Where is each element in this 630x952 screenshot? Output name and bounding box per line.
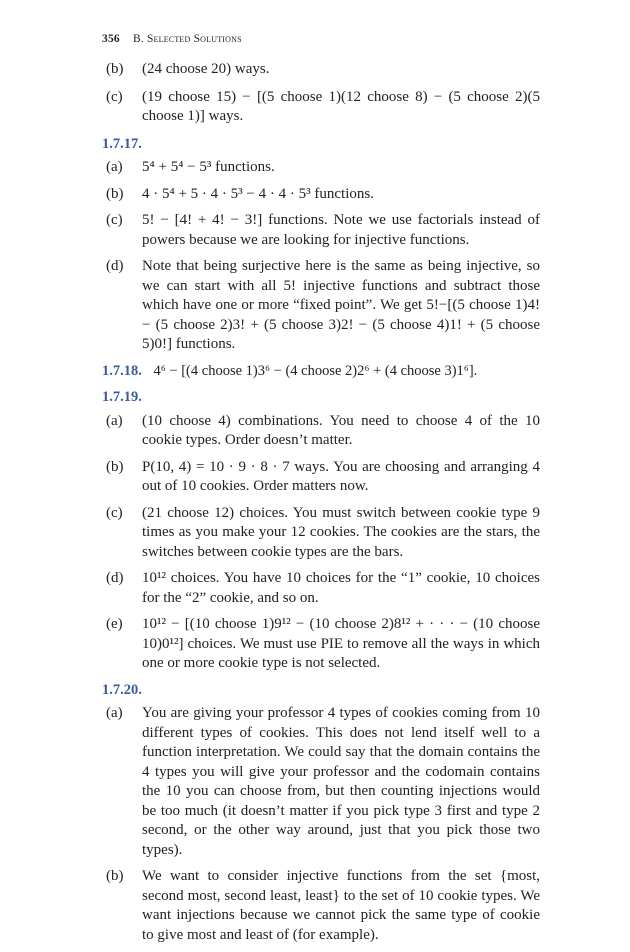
item-1720-a — [102, 704, 540, 860]
item-label: (a) — [106, 412, 123, 429]
item-label: (c) — [106, 504, 123, 521]
item-label: (c) — [106, 212, 123, 228]
item-label: (d) — [106, 258, 124, 274]
page-number: 356 — [102, 33, 120, 45]
item-1719-a — [102, 412, 540, 451]
item-1717-b — [102, 185, 540, 205]
item-text: P(10, 4) = 10 · 9 · 8 · 7 ways. You are choosing and arranging 4 out of 10 cookies. Order matters now. — [142, 458, 540, 494]
item-label: (a) — [106, 159, 123, 175]
chapter-title: B. Selected Solutions — [132, 33, 242, 45]
item-text: We want to consider injective functions from the set {most, second most, second least, least} to the set of 10 cookie types. We want injections because we cannot pick the same type of cookie to give most and least of (for example). — [142, 868, 540, 943]
item-1720-b — [102, 867, 540, 945]
item-text: 10¹² choices. You have 10 choices for the “1” cookie, 10 choices for the “2” cookie, and so on. — [142, 570, 540, 606]
section-1-7-18-answer: 4⁶ − [(4 choose 1)3⁶ − (4 choose 2)2⁶ + (4 choose 3)1⁶]. — [153, 362, 478, 379]
item-text: (10 choose 4) combinations. You need to choose 4 of the 10 cookie types. Order doesn’t matter. — [142, 412, 540, 448]
item-text: 5! − [4! + 4! − 3!] functions. Note we use factorials instead of powers because we are looking for injective functions. — [142, 212, 540, 248]
solutions-body — [102, 60, 540, 952]
item-1717-d — [102, 257, 540, 355]
item-b-top — [102, 60, 540, 80]
item-text: (24 choose 20) ways. — [142, 61, 270, 77]
item-1719-c — [102, 504, 540, 563]
item-label: (b) — [106, 868, 124, 884]
item-text: 4 · 5⁴ + 5 · 4 · 5³ − 4 · 4 · 5³ functions. — [142, 185, 374, 202]
item-c-top — [102, 88, 540, 127]
section-heading-1-7-17: 1.7.17. — [102, 135, 142, 152]
item-label: (b) — [106, 61, 124, 77]
item-1719-b — [102, 458, 540, 497]
item-text: (19 choose 15) − [(5 choose 1)(12 choose 8) − (5 choose 2)(5 choose 1)] ways. — [142, 88, 540, 124]
item-label: (e) — [106, 616, 123, 632]
item-label: (d) — [106, 570, 124, 586]
item-text: 5⁴ + 5⁴ − 5³ functions. — [142, 159, 275, 175]
item-label: (b) — [106, 185, 124, 202]
item-label: (b) — [106, 458, 124, 475]
item-1717-c — [102, 211, 540, 250]
section-heading-1-7-18: 1.7.18. — [102, 362, 142, 379]
item-1717-a — [102, 158, 540, 178]
item-text: Note that being surjective here is the same as being injective, so we can start with all 5! injective functions and subtract those which have one or more “fixed point”. We get 5!−[(5 choose 1)4! − (5 choose 2)3! + (5 choose 3)2! − (5 choose 4)1! + (5 choose 5)0!] functions. — [142, 258, 540, 352]
item-label: (a) — [106, 705, 123, 721]
section-heading-1-7-19: 1.7.19. — [102, 389, 142, 405]
item-1719-e — [102, 615, 540, 674]
item-label: (c) — [106, 88, 123, 105]
section-heading-1-7-20: 1.7.20. — [102, 681, 142, 698]
item-text: 10¹² − [(10 choose 1)9¹² − (10 choose 2)8¹² + · · · − (10 choose 10)0¹²] choices. We must use PIE to remove all the ways in which one or more cookie type is not selected. — [142, 616, 540, 671]
item-1719-d — [102, 569, 540, 608]
item-text: You are giving your professor 4 types of cookies coming from 10 different types of cookies. This does not lend itself well to a function interpretation. We could say that the domain contains the 4 types you will give your professor and the codomain contains the 10 you can choose from, but then counting injections would be too much (it doesn’t matter if you pick type 3 first and type 2 second, or the other way around, just that you pick those two types). — [142, 705, 540, 858]
running-header — [102, 33, 242, 45]
item-text: (21 choose 12) choices. You must switch between cookie type 9 times as you make your 12 cookies. The cookies are the stars, the switches between cookie types are the bars. — [142, 504, 540, 560]
section-1-7-18 — [102, 362, 540, 382]
